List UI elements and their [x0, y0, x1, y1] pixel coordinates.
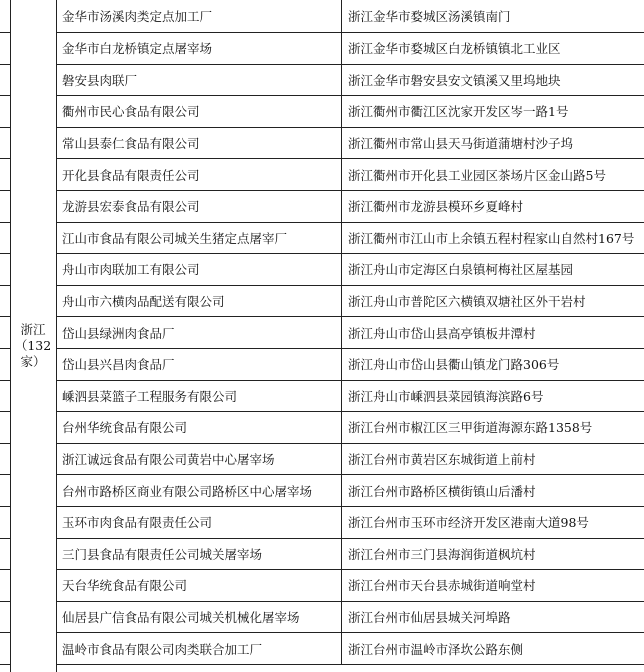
address-cell: 浙江金华市婺城区白龙桥镇镇北工业区	[348, 41, 561, 57]
company-name-cell: 衢州市民心食品有限公司	[56, 96, 342, 127]
company-name-cell: 岱山县兴昌肉食品厂	[56, 349, 342, 380]
address-cell: 浙江衢州市衢江区沈家开发区岑一路1号	[348, 104, 569, 120]
company-name-cell: 开化县食品有限责任公司	[56, 159, 342, 190]
address-cell: 浙江金华市磐安县安文镇溪又里坞地块	[348, 72, 561, 88]
stub-rule	[0, 127, 10, 128]
address-cell: 浙江金华市婺城区汤溪镇南门	[348, 9, 511, 24]
stub-rule	[0, 632, 10, 633]
company-name-cell: 玉环市肉食品有限责任公司	[56, 507, 342, 538]
table-row	[56, 444, 644, 476]
company-name-cell: 仙居县广信食品有限公司城关机械化屠宰场	[56, 602, 342, 633]
table-row	[56, 507, 644, 539]
address-cell: 浙江台州市玉环市经济开发区港南大道98号	[348, 515, 589, 531]
table-row	[56, 286, 644, 318]
company-name-cell: 舟山市六横肉品配送有限公司	[56, 286, 342, 317]
table-row	[56, 191, 644, 223]
company-name-cell: 温岭市食品有限公司肉类联合加工厂	[56, 633, 342, 664]
address-cell: 浙江舟山市普陀区六横镇双塘社区外干岩村	[348, 294, 586, 310]
table-row	[56, 65, 644, 97]
stub-rule	[0, 253, 10, 254]
table-rows	[56, 0, 644, 665]
address-cell: 浙江台州市仙居县城关河埠路	[348, 609, 511, 625]
province-cell	[10, 0, 57, 672]
province-name: 浙江	[20, 322, 46, 337]
address-cell: 浙江舟山市嵊泗县菜园镇海滨路6号	[348, 388, 544, 404]
company-name-cell: 常山县泰仁食品有限公司	[56, 128, 342, 159]
table-row	[56, 317, 644, 349]
stub-rule	[0, 443, 10, 444]
address-cell: 浙江台州市天台县赤城街道响堂村	[348, 578, 536, 594]
address-cell: 浙江台州市路桥区横街镇山后潘村	[348, 483, 536, 499]
address-cell: 浙江舟山市岱山县高亭镇板井潭村	[348, 325, 536, 341]
table-row	[56, 349, 644, 381]
company-name-cell: 嵊泗县菜篮子工程服务有限公司	[56, 381, 342, 412]
stub-rule	[0, 474, 10, 475]
address-cell: 浙江台州市温岭市泽坎公路东侧	[348, 641, 524, 657]
company-name-cell: 江山市食品有限公司城关生猪定点屠宰厂	[56, 223, 342, 254]
table-row	[56, 0, 644, 33]
company-name-cell: 台州华统食品有限公司	[56, 412, 342, 443]
table-row	[56, 96, 644, 128]
table-row	[56, 602, 644, 634]
company-name-cell: 金华市汤溪肉类定点加工厂	[56, 0, 342, 32]
table-row	[56, 633, 644, 665]
address-cell: 浙江舟山市岱山县衢山镇龙门路306号	[348, 357, 560, 373]
company-name-cell: 舟山市肉联加工有限公司	[56, 254, 342, 285]
table-row	[56, 159, 644, 191]
address-cell: 浙江台州市三门县海润街道枫坑村	[348, 546, 536, 562]
table-row	[56, 539, 644, 571]
address-cell: 浙江衢州市龙游县模环乡夏峰村	[348, 199, 524, 215]
address-cell: 浙江衢州市常山县天马街道蒲塘村沙子坞	[348, 136, 574, 152]
table-row	[56, 128, 644, 160]
stub-rule	[0, 506, 10, 507]
province-count: （132	[14, 338, 52, 353]
stub-rule	[0, 316, 10, 317]
company-name-cell: 岱山县绿洲肉食品厂	[56, 317, 342, 348]
stub-rule	[0, 411, 10, 412]
stub-rule	[0, 569, 10, 570]
company-name-cell: 天台华统食品有限公司	[56, 570, 342, 601]
company-name-cell: 磐安县肉联厂	[56, 65, 342, 96]
company-name-cell: 浙江诚远食品有限公司黄岩中心屠宰场	[56, 444, 342, 475]
address-cell: 浙江台州市椒江区三甲街道海源东路1358号	[348, 420, 593, 436]
stub-rule	[0, 348, 10, 349]
table-row	[56, 412, 644, 444]
address-cell: 浙江舟山市定海区白泉镇柯梅社区屋基园	[348, 262, 574, 278]
table-row	[56, 475, 644, 507]
stub-rule	[0, 285, 10, 286]
table-row	[56, 254, 644, 286]
stub-rule	[0, 158, 10, 159]
table-row	[56, 223, 644, 255]
stub-rule	[0, 64, 10, 65]
table-row	[56, 381, 644, 413]
company-name-cell: 龙游县宏泰食品有限公司	[56, 191, 342, 222]
stub-rule	[0, 222, 10, 223]
stub-rule	[0, 601, 10, 602]
address-cell: 浙江台州市黄岩区东城街道上前村	[348, 452, 536, 468]
stub-rule	[0, 380, 10, 381]
address-cell: 浙江衢州市江山市上余镇五程村程家山自然村167号	[348, 230, 635, 246]
table-row	[56, 33, 644, 65]
address-cell: 浙江衢州市开化县工业园区茶场片区金山路5号	[348, 167, 606, 183]
province-label	[13, 322, 53, 370]
company-name-cell: 三门县食品有限责任公司城关屠宰场	[56, 539, 342, 570]
stub-rule	[0, 664, 10, 665]
table-row	[56, 570, 644, 602]
stub-rule	[0, 32, 10, 33]
company-name-cell: 金华市白龙桥镇定点屠宰场	[56, 33, 342, 64]
stub-rule	[0, 95, 10, 96]
province-unit: 家）	[20, 354, 46, 369]
stub-rule	[0, 190, 10, 191]
company-name-cell: 台州市路桥区商业有限公司路桥区中心屠宰场	[56, 475, 342, 506]
stub-rule	[0, 538, 10, 539]
